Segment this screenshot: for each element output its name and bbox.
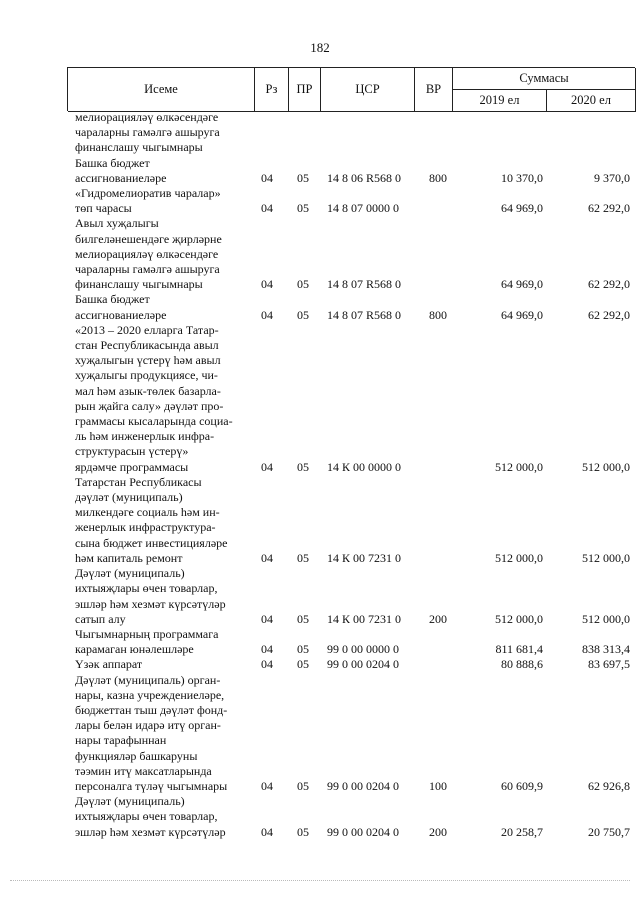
table-row [75,794,635,840]
row-sum-2020: 512 000,0 [582,459,630,474]
row-name: Үзәк аппарат [75,657,143,672]
row-csr: 14 8 07 R568 0 [327,307,402,322]
row-sum-2019: 811 681,4 [495,642,543,657]
row-sum-2019: 20 258,7 [501,824,543,839]
row-rz: 04 [261,778,273,793]
row-pr: 05 [297,277,309,292]
row-csr: 99 0 00 0204 0 [327,824,399,839]
row-sum-2020: 512 000,0 [582,611,630,626]
row-name: Татарстан Республикасы дәүләт (муниципаль) милкендәге социаль һәм ин- женерлык инфраструктура- сына бюджет инвестицияләре һәм капиталь ремонт [75,474,228,565]
row-csr: 14 8 06 R568 0 [327,170,402,185]
row-sum-2020: 9 370,0 [594,170,630,185]
row-pr: 05 [297,778,309,793]
table-row [75,156,635,186]
row-vr: 100 [429,778,447,793]
row-name: «2013 – 2020 елларга Татар- стан Республикасында авыл хуҗалыгын үстерү һәм авыл хуҗалыгы продукциясе, чи- мал һәм азык-төлек базарла- рын җайга салу» дәүләт про- граммасы кысаларында социа- ль һәм инженерлык инфра- структурасын үстерү» ярдәмче программасы [75,322,233,474]
row-sum-2019: 512 000,0 [495,550,543,565]
table-row [75,673,635,795]
table-row [75,186,635,216]
row-name: «Гидромелиоратив чаралар» төп чарасы [75,186,221,216]
row-vr: 800 [429,307,447,322]
table-row [75,566,635,627]
header-rz: Рз [255,68,289,112]
row-pr: 05 [297,201,309,216]
row-sum-2019: 64 969,0 [501,201,543,216]
page-number: 182 [310,40,330,55]
row-sum-2019: 10 370,0 [501,170,543,185]
row-csr: 99 0 00 0204 0 [327,657,399,672]
row-sum-2020: 83 697,5 [588,657,630,672]
header-sums: Суммасы [453,68,636,90]
table-row [75,216,635,292]
table-row [75,110,635,156]
row-rz: 04 [261,277,273,292]
row-sum-2020: 512 000,0 [582,550,630,565]
row-sum-2019: 60 609,9 [501,778,543,793]
table-row [75,475,635,566]
row-pr: 05 [297,550,309,565]
header-name: Исеме [68,68,255,112]
table-row [75,323,635,475]
row-pr: 05 [297,170,309,185]
row-pr: 05 [297,657,309,672]
row-rz: 04 [261,201,273,216]
row-rz: 04 [261,307,273,322]
row-sum-2020: 62 292,0 [588,307,630,322]
row-sum-2020: 20 750,7 [588,824,630,839]
header-2020: 2020 ел [547,90,636,112]
row-sum-2020: 62 292,0 [588,201,630,216]
row-rz: 04 [261,550,273,565]
row-sum-2019: 64 969,0 [501,307,543,322]
row-rz: 04 [261,459,273,474]
row-sum-2019: 512 000,0 [495,459,543,474]
row-name: Дәүләт (муниципаль) ихтыяҗлары өчен товарлар, эшләр һәм хезмәт күрсәтүләр [75,794,226,839]
row-sum-2020: 838 313,4 [582,642,630,657]
row-sum-2019: 80 888,6 [501,657,543,672]
scan-dots [10,880,630,881]
row-csr: 14 К 00 7231 0 [327,550,402,565]
row-sum-2020: 62 292,0 [588,277,630,292]
table-row [75,627,635,657]
row-csr: 99 0 00 0000 0 [327,642,399,657]
row-pr: 05 [297,459,309,474]
row-pr: 05 [297,307,309,322]
row-name: мелиорацияләү өлкәсендәге чараларны гамәлгә ашыруга финанслашу чыгымнары [75,110,220,155]
row-vr: 200 [429,824,447,839]
row-sum-2019: 64 969,0 [501,277,543,292]
header-vr: ВР [415,68,453,112]
row-sum-2020: 62 926,8 [588,778,630,793]
row-name: Башка бюджет ассигнованиеләре [75,292,167,322]
row-name: Чыгымнарның программага карамаган юнәлешләре [75,626,219,657]
table-body [75,110,635,840]
row-name: Авыл хуҗалыгы билгеләнешендәге җирләрне мелиорацияләү өлкәсендәге чараларны гамәлгә ашыруга финанслашу чыгымнары [75,216,222,292]
header-csr: ЦСР [321,68,415,112]
row-csr: 14 К 00 0000 0 [327,459,402,474]
row-name: Дәүләт (муниципаль) ихтыяҗлары өчен товарлар, эшләр һәм хезмәт күрсәтүләр сатып алу [75,566,226,626]
row-csr: 14 8 07 0000 0 [327,201,399,216]
row-csr: 14 8 07 R568 0 [327,277,402,292]
row-rz: 04 [261,611,273,626]
header-pr: ПР [289,68,321,112]
table-row [75,292,635,322]
row-rz: 04 [261,657,273,672]
table-header [67,67,635,111]
row-pr: 05 [297,824,309,839]
row-csr: 99 0 00 0204 0 [327,778,399,793]
row-name: Башка бюджет ассигнованиеләре [75,155,167,185]
row-csr: 14 К 00 7231 0 [327,611,402,626]
row-rz: 04 [261,824,273,839]
row-rz: 04 [261,170,273,185]
row-rz: 04 [261,642,273,657]
row-sum-2019: 512 000,0 [495,611,543,626]
row-pr: 05 [297,642,309,657]
row-vr: 200 [429,611,447,626]
header-2019: 2019 ел [453,90,547,112]
row-pr: 05 [297,611,309,626]
table-row [75,657,635,672]
row-name: Дәүләт (муниципаль) орган- нары, казна учреждениеләре, бюджеттан тыш дәүләт фонд- лары белән идарә итү орган- нары тарафыннан функцияләр башкаруны тәэмин итү максатларында персоналга түләү чыгымнары [75,672,228,793]
row-vr: 800 [429,170,447,185]
